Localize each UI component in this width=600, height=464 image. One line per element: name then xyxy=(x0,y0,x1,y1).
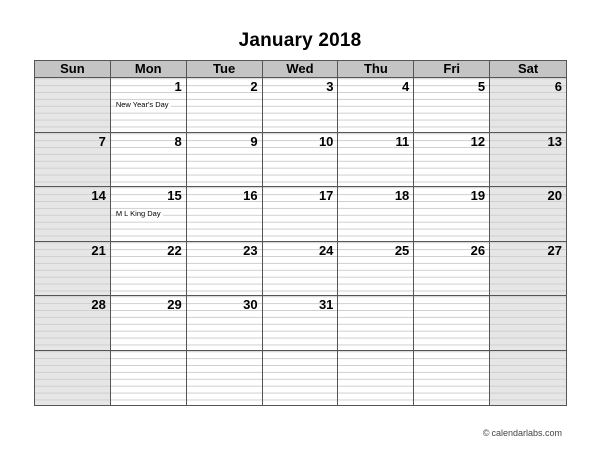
day-cell[interactable] xyxy=(111,296,187,351)
day-number: 30 xyxy=(243,297,258,312)
day-cell[interactable] xyxy=(187,296,263,351)
day-cell[interactable] xyxy=(490,296,566,351)
day-number: 1 xyxy=(174,79,182,94)
weekday-header-sat: Sat xyxy=(517,61,539,76)
day-cell[interactable] xyxy=(35,242,111,297)
day-number: 17 xyxy=(318,188,334,203)
day-cell[interactable] xyxy=(187,78,263,133)
weekday-header-row xyxy=(35,61,566,78)
day-number: 2 xyxy=(250,79,258,94)
day-cell[interactable] xyxy=(338,296,414,351)
day-number: 15 xyxy=(167,188,182,203)
day-cell[interactable] xyxy=(263,242,339,297)
day-cell[interactable] xyxy=(414,351,490,406)
day-cell[interactable] xyxy=(414,242,490,297)
day-cell[interactable] xyxy=(35,187,111,242)
day-number: 19 xyxy=(470,188,486,203)
day-cell[interactable] xyxy=(490,187,566,242)
holiday-label: M L King Day xyxy=(115,209,161,218)
calendar-grid xyxy=(34,60,567,406)
day-number: 25 xyxy=(394,242,410,258)
day-cell[interactable] xyxy=(490,78,566,133)
day-number: 14 xyxy=(91,188,106,203)
day-cell[interactable] xyxy=(414,133,490,188)
day-cell[interactable] xyxy=(111,187,187,242)
day-number: 3 xyxy=(326,79,334,94)
weekday-header-fri: Fri xyxy=(414,61,490,77)
day-cell[interactable] xyxy=(263,78,339,133)
day-cell[interactable] xyxy=(35,133,111,188)
day-cell[interactable] xyxy=(35,78,111,133)
day-cell[interactable] xyxy=(35,351,111,406)
day-cell[interactable] xyxy=(111,133,187,188)
day-number: 23 xyxy=(243,242,258,258)
day-number: 10 xyxy=(318,133,334,149)
day-number: 24 xyxy=(318,242,334,258)
day-number: 12 xyxy=(470,133,486,149)
day-cell[interactable] xyxy=(187,351,263,406)
day-number: 22 xyxy=(167,242,182,258)
weekday-header-thu: Thu xyxy=(338,61,414,77)
day-number: 4 xyxy=(402,79,410,94)
day-cell[interactable] xyxy=(111,351,187,406)
day-number: 31 xyxy=(318,297,334,312)
holiday-label: New Year's Day xyxy=(115,100,169,109)
day-cell[interactable] xyxy=(187,133,263,188)
day-number: 5 xyxy=(477,79,486,94)
day-number: 26 xyxy=(470,242,486,258)
day-cell[interactable] xyxy=(414,187,490,242)
weekday-header-mon: Mon xyxy=(111,61,187,77)
day-number: 13 xyxy=(547,133,562,149)
day-cell[interactable] xyxy=(414,78,490,133)
day-number: 29 xyxy=(167,297,182,312)
day-number: 27 xyxy=(547,242,562,258)
day-cells xyxy=(35,78,566,405)
calendar-title: January 2018 xyxy=(238,30,362,51)
day-cell[interactable] xyxy=(490,133,566,188)
day-number: 9 xyxy=(250,133,258,149)
day-cell[interactable] xyxy=(263,187,339,242)
day-cell[interactable] xyxy=(187,187,263,242)
day-cell[interactable] xyxy=(414,296,490,351)
day-number: 6 xyxy=(554,79,562,94)
day-cell[interactable] xyxy=(263,351,339,406)
day-number: 8 xyxy=(174,133,182,149)
copyright-icon: © xyxy=(482,428,490,438)
day-number: 11 xyxy=(395,133,410,149)
day-number: 20 xyxy=(547,188,562,203)
weekday-header-tue: Tue xyxy=(187,61,263,77)
day-cell[interactable] xyxy=(490,242,566,297)
day-cell[interactable] xyxy=(111,242,187,297)
footer-text: calendarlabs.com xyxy=(491,428,562,438)
day-number: 16 xyxy=(243,188,258,203)
day-cell[interactable] xyxy=(338,78,414,133)
day-cell[interactable] xyxy=(338,351,414,406)
day-number: 7 xyxy=(98,133,106,149)
day-cell[interactable] xyxy=(35,296,111,351)
day-cell[interactable] xyxy=(338,133,414,188)
day-cell[interactable] xyxy=(263,296,339,351)
day-cell[interactable] xyxy=(338,242,414,297)
day-cell[interactable] xyxy=(111,78,187,133)
weekday-header-sun: Sun xyxy=(35,61,111,77)
day-number: 21 xyxy=(91,242,106,258)
day-cell[interactable] xyxy=(338,187,414,242)
weekday-header-wed: Wed xyxy=(263,61,339,77)
day-cell[interactable] xyxy=(490,351,566,406)
day-cell[interactable] xyxy=(187,242,263,297)
day-number: 18 xyxy=(394,188,410,203)
day-number: 28 xyxy=(91,297,106,312)
day-cell[interactable] xyxy=(263,133,339,188)
footer-credit xyxy=(483,428,562,438)
